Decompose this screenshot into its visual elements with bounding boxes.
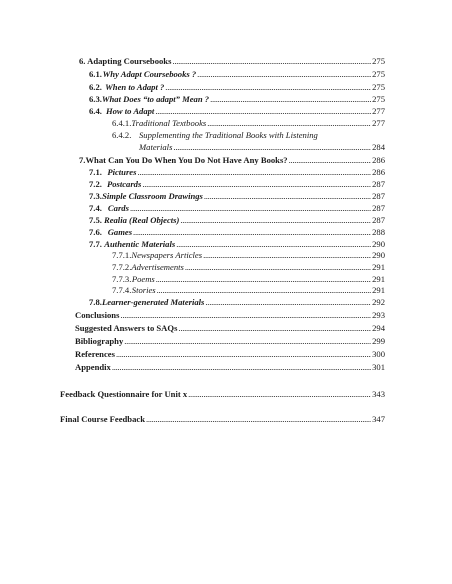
toc-title: Stories: [131, 285, 156, 295]
toc-number: 7.7.3.: [112, 274, 132, 284]
toc-page-number: 347: [372, 414, 385, 424]
leader-dots: [204, 191, 371, 201]
toc-page-number: 277: [372, 106, 385, 116]
toc-entry-7-7-1: [112, 250, 385, 260]
leader-dots: [124, 336, 371, 346]
leader-dots: [146, 414, 371, 424]
toc-number: 7.6.: [89, 227, 102, 237]
toc-number: 7.2.: [89, 179, 102, 189]
toc-title: References: [75, 349, 115, 359]
toc-title: Cards: [107, 203, 129, 213]
toc-entry-6-4-2-continued: [139, 142, 385, 152]
toc-entry-7-4: [89, 203, 385, 213]
toc-page-number: 291: [372, 274, 385, 284]
toc-title: Games: [107, 227, 133, 237]
toc-title: Suggested Answers to SAQs: [75, 323, 178, 333]
toc-title: Supplementing the Traditional Books with Listening: [139, 130, 318, 140]
toc-page-number: 290: [372, 250, 385, 260]
toc-page-number: 275: [372, 82, 385, 92]
toc-entry-7-3: [89, 191, 385, 201]
leader-dots: [205, 297, 371, 307]
toc-page-number: 291: [372, 285, 385, 295]
toc-title: What Does “to adapt” Mean ?: [101, 94, 210, 104]
toc-page-number: 292: [372, 297, 385, 307]
toc-number: 6.: [79, 56, 86, 66]
toc-title: Simple Classroom Drawings: [102, 191, 203, 201]
toc-number: 7.7.4.: [112, 285, 132, 295]
toc-entry-7-7-3: [112, 274, 385, 284]
leader-dots: [165, 82, 371, 92]
toc-entry-6-4: [89, 106, 385, 116]
toc-entry-7-7-4: [112, 285, 385, 295]
toc-entry-bibliography: [75, 336, 385, 346]
toc-number: 7.4.: [89, 203, 102, 213]
toc-page-number: 277: [372, 118, 385, 128]
leader-dots: [155, 106, 371, 116]
toc-page-number: 287: [372, 215, 385, 225]
toc-page-number: 286: [372, 167, 385, 177]
toc-number: 6.4.2.: [112, 130, 132, 140]
toc-number: 6.3.: [89, 94, 102, 104]
toc-title: Advertisements: [131, 262, 184, 272]
toc-page-number: 299: [372, 336, 385, 346]
toc-entry-6-1: [89, 69, 385, 79]
toc-page-number: 300: [372, 349, 385, 359]
toc-page-number: 288: [372, 227, 385, 237]
toc-page-number: 287: [372, 191, 385, 201]
toc-page-number: 343: [372, 389, 385, 399]
toc-title: Newspapers Articles: [131, 250, 203, 260]
toc-entry-appendix: [75, 362, 385, 372]
toc-title: Poems: [131, 274, 155, 284]
toc-title: Feedback Questionnaire for Unit x: [60, 389, 188, 399]
leader-dots: [178, 323, 371, 333]
leader-dots: [210, 94, 371, 104]
toc-entry-7: [79, 155, 385, 165]
toc-title: Bibliography: [75, 336, 124, 346]
toc-number: 6.4.: [89, 106, 102, 116]
toc-title: Postcards: [106, 179, 142, 189]
leader-dots: [203, 250, 371, 260]
leader-dots: [130, 203, 371, 213]
leader-dots: [116, 349, 371, 359]
toc-entry-suggested-answers: [75, 323, 385, 333]
toc-page-number: 287: [372, 203, 385, 213]
toc-entry-6-4-2: [112, 130, 385, 140]
leader-dots: [157, 285, 371, 295]
toc-number: 7.1.: [89, 167, 102, 177]
toc-entry-6-2: [89, 82, 385, 92]
toc-number: 7.7.: [89, 239, 102, 249]
toc-entry-7-1: [89, 167, 385, 177]
leader-dots: [207, 118, 371, 128]
toc-title: Learner-generated Materials: [102, 297, 205, 307]
toc-number: 7.7.2.: [112, 262, 132, 272]
toc-title: Materials: [139, 142, 173, 152]
toc-entry-feedback-questionnaire: [60, 389, 385, 399]
toc-entry-7-5: [89, 215, 385, 225]
toc-number: 7.3.: [89, 191, 102, 201]
toc-title: Conclusions: [75, 310, 120, 320]
toc-title: Traditional Textbooks: [131, 118, 207, 128]
toc-entry-final-course-feedback: [60, 414, 385, 424]
toc-number: 7.: [79, 155, 86, 165]
toc-page-number: 287: [372, 179, 385, 189]
toc-number: 6.2.: [89, 82, 102, 92]
toc-title: Why Adapt Coursebooks ?: [102, 69, 197, 79]
toc-title: Adapting Coursebooks: [87, 56, 172, 66]
leader-dots: [185, 262, 371, 272]
toc-number: 7.7.1.: [112, 250, 132, 260]
toc-page-number: 293: [372, 310, 385, 320]
toc-number: 6.4.1.: [112, 118, 132, 128]
leader-dots: [180, 215, 371, 225]
toc-page-number: 294: [372, 323, 385, 333]
toc-title: Pictures: [107, 167, 137, 177]
toc-title: What Can You Do When You Do Not Have Any Books?: [85, 155, 288, 165]
leader-dots: [142, 179, 371, 189]
toc-page-number: 286: [372, 155, 385, 165]
toc-title: When to Adapt ?: [105, 82, 165, 92]
leader-dots: [172, 56, 371, 66]
toc-entry-6: [79, 56, 385, 66]
toc-page-number: 290: [372, 239, 385, 249]
toc-entry-6-3: [89, 94, 385, 104]
toc-page-number: 291: [372, 262, 385, 272]
toc-entry-6-4-1: [112, 118, 385, 128]
toc-entry-7-7-2: [112, 262, 385, 272]
toc-number: 7.5.: [89, 215, 102, 225]
toc-number: 6.1.: [89, 69, 102, 79]
toc-title: Authentic Materials: [104, 239, 176, 249]
toc-title: Final Course Feedback: [60, 414, 145, 424]
toc-entry-7-6: [89, 227, 385, 237]
leader-dots: [289, 155, 372, 165]
toc-page-number: 275: [372, 94, 385, 104]
toc-page-number: 301: [372, 362, 385, 372]
leader-dots: [137, 167, 371, 177]
toc-title: Realia (Real Objects): [103, 215, 180, 225]
toc-page-number: 275: [372, 56, 385, 66]
toc-entry-references: [75, 349, 385, 359]
toc-entry-7-8: [89, 297, 385, 307]
leader-dots: [188, 389, 371, 399]
leader-dots: [173, 142, 371, 152]
toc-title: Appendix: [75, 362, 111, 372]
leader-dots: [197, 69, 371, 79]
toc-entry-7-7: [89, 239, 385, 249]
leader-dots: [176, 239, 371, 249]
toc-title: How to Adapt: [105, 106, 155, 116]
leader-dots: [133, 227, 371, 237]
toc-number: 7.8.: [89, 297, 102, 307]
toc-page-number: 275: [372, 69, 385, 79]
toc-page-number: 284: [372, 142, 385, 152]
leader-dots: [156, 274, 371, 284]
leader-dots: [112, 362, 371, 372]
toc-entry-7-2: [89, 179, 385, 189]
toc-entry-conclusions: [75, 310, 385, 320]
leader-dots: [120, 310, 371, 320]
